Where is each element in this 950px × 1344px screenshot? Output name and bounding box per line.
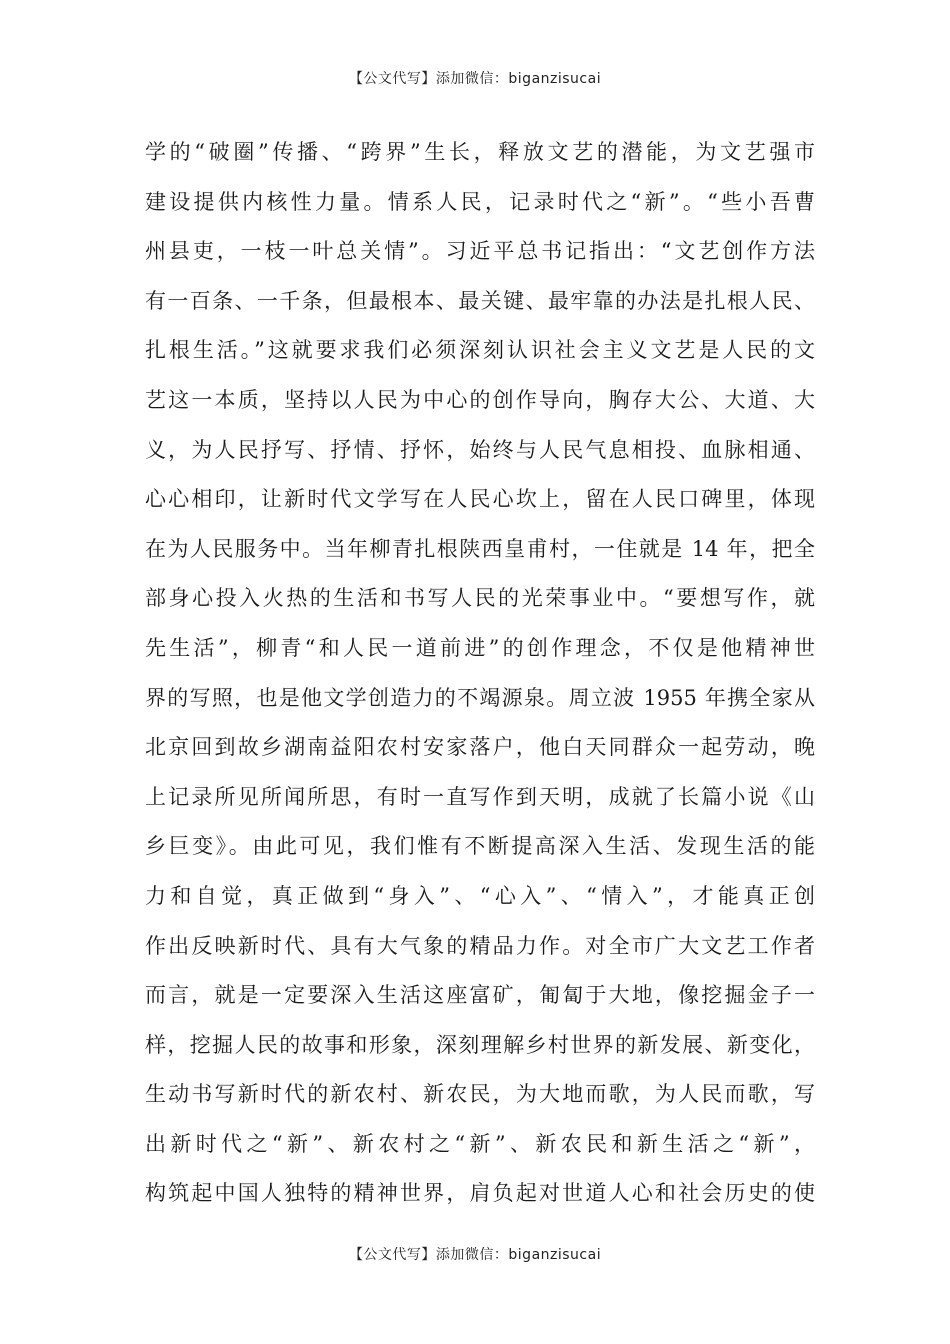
- text-line: 出新时代之“新”、新农村之“新”、新农民和新生活之“新”，: [145, 1131, 815, 1156]
- text-line: 学的“破圈”传播、“跨界”生长，释放文艺的潜能，为文艺强市: [145, 140, 815, 164]
- text-line: 义，为人民抒写、抒情、抒怀，始终与人民气息相投、血脉相通、: [145, 437, 815, 462]
- text-line: 界的写照，也是他文学创造力的不竭源泉。周立波 1955 年携全家从: [145, 685, 815, 710]
- text-line: 在为人民服务中。当年柳青扎根陕西皇甫村，一住就是 14 年，把全: [145, 536, 815, 561]
- text-line: 构筑起中国人独特的精神世界，肩负起对世道人心和社会历史的使: [145, 1181, 815, 1206]
- text-line: 生动书写新时代的新农村、新农民，为大地而歌，为人民而歌，写: [145, 1082, 815, 1107]
- text-line: 扎根生活。”这就要求我们必须深刻认识社会主义文艺是人民的文: [145, 338, 815, 363]
- text-line: 艺这一本质，坚持以人民为中心的创作导向，胸存大公、大道、大: [145, 387, 815, 412]
- page-header: 【公文代写】添加微信：biganzisucai: [348, 71, 602, 87]
- text-line: 样，挖掘人民的故事和形象，深刻理解乡村世界的新发展、新变化，: [145, 1032, 815, 1057]
- text-line: 上记录所见所闻所思，有时一直写作到天明，成就了长篇小说《山: [145, 784, 815, 809]
- text-line: 而言，就是一定要深入生活这座富矿，匍匐于大地，像挖掘金子一: [145, 983, 815, 1008]
- text-line: 有一百条、一千条，但最根本、最关键、最牢靠的办法是扎根人民、: [145, 288, 815, 313]
- body-text: [145, 128, 815, 1219]
- text-line: 建设提供内核性力量。情系人民，记录时代之“新”。“些小吾曹: [145, 189, 815, 214]
- text-line: 乡巨变》。由此可见，我们惟有不断提高深入生活、发现生活的能: [145, 834, 815, 859]
- text-line: 部身心投入火热的生活和书写人民的光荣事业中。“要想写作，就: [145, 586, 815, 611]
- text-line: 力和自觉，真正做到“身入”、“心入”、“情入”，才能真正创: [145, 883, 815, 908]
- text-line: 作出反映新时代、具有大气象的精品力作。对全市广大文艺工作者: [145, 933, 815, 958]
- text-line: 州县吏，一枝一叶总关情”。习近平总书记指出：“文艺创作方法: [145, 239, 815, 264]
- page-footer: 【公文代写】添加微信：biganzisucai: [348, 1247, 602, 1263]
- text-line: 心心相印，让新时代文学写在人民心坎上，留在人民口碑里，体现: [145, 487, 815, 512]
- text-line: 先生活”，柳青“和人民一道前进”的创作理念，不仅是他精神世: [145, 635, 815, 660]
- text-line: 北京回到故乡湖南益阳农村安家落户，他白天同群众一起劳动，晚: [145, 735, 815, 760]
